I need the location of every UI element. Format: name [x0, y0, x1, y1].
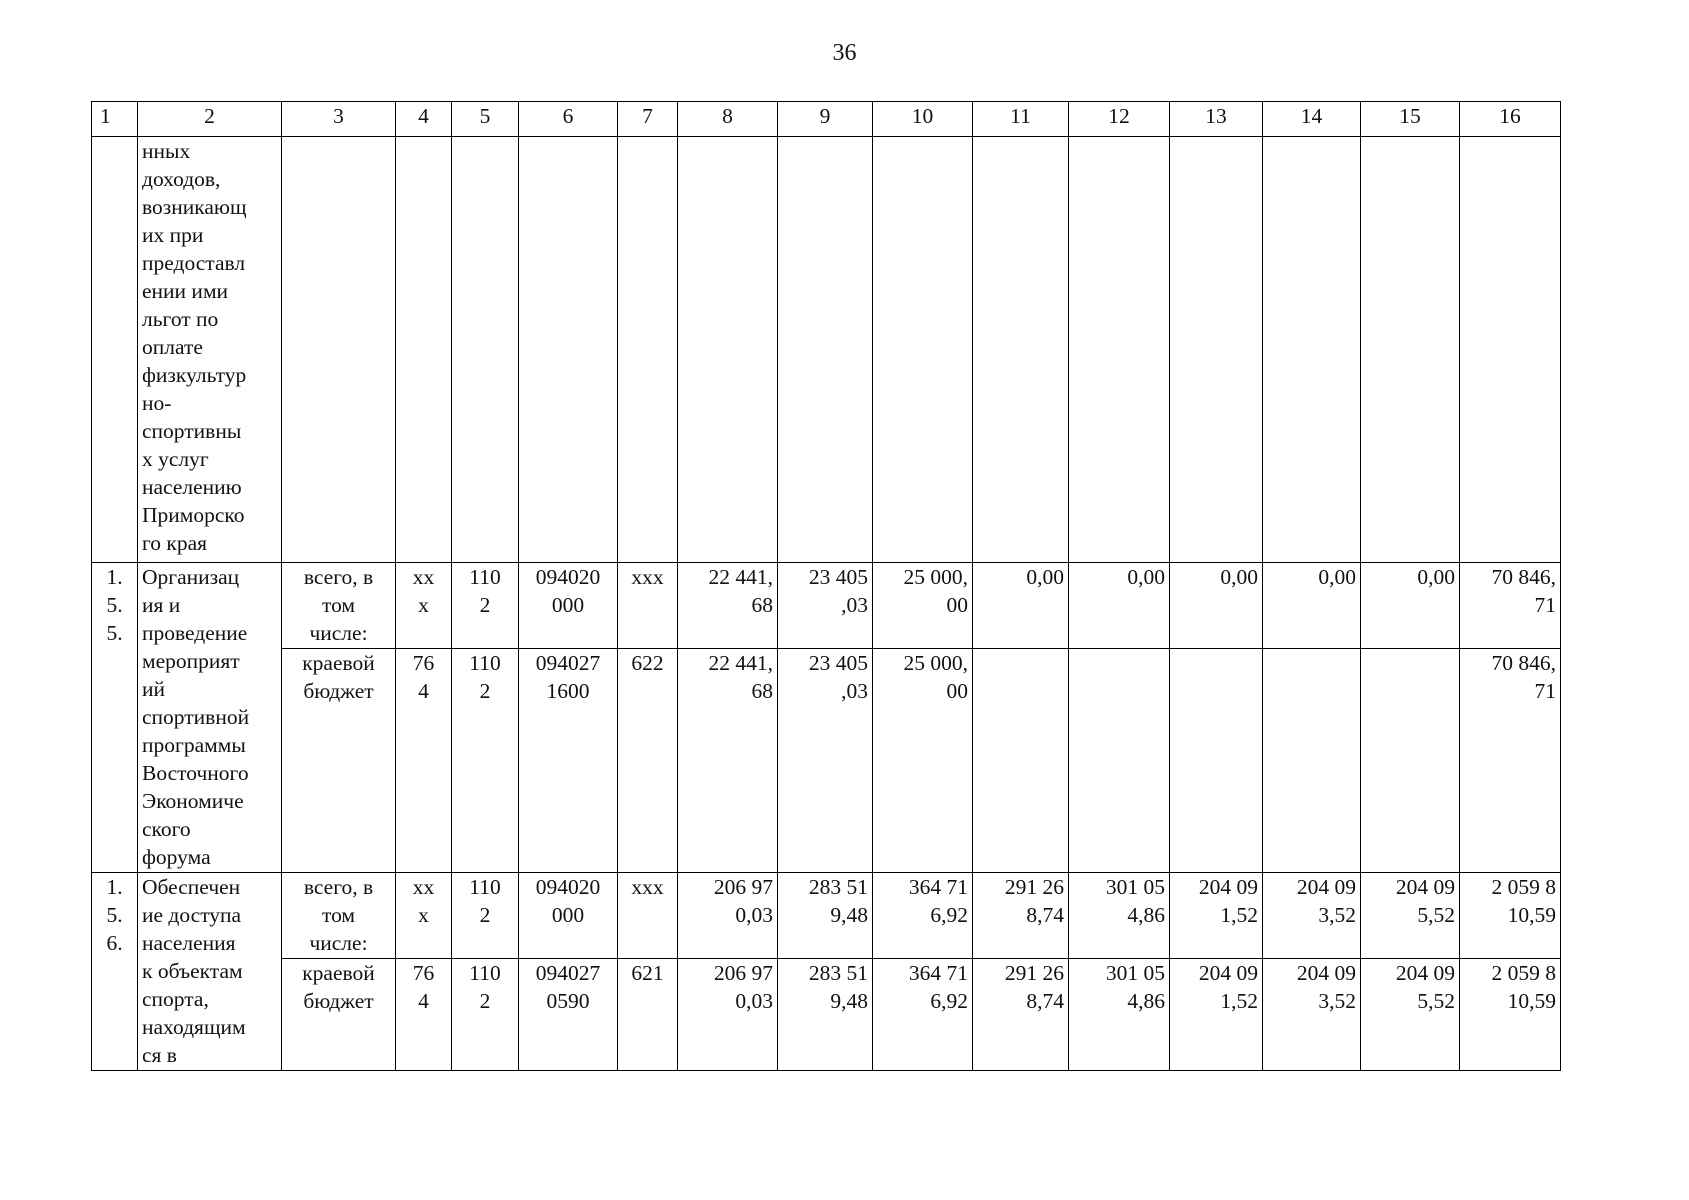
total-amount-cell: 2 059 8 10,59 — [1460, 873, 1561, 959]
code-cell: хх х — [396, 563, 452, 649]
funding-source: всего, в том числе: — [282, 873, 396, 959]
funding-source: краевой бюджет — [282, 649, 396, 873]
amount-cell: 364 71 6,92 — [873, 959, 973, 1071]
amount-cell: 206 97 0,03 — [678, 959, 778, 1071]
column-number: 3 — [282, 102, 396, 137]
code-cell: хх х — [396, 873, 452, 959]
code-cell: 621 — [618, 959, 678, 1071]
column-number: 11 — [973, 102, 1069, 137]
item-1-5-6-total-row — [92, 873, 1561, 959]
amount-cell: 206 97 0,03 — [678, 873, 778, 959]
code-cell: 622 — [618, 649, 678, 873]
column-number: 14 — [1263, 102, 1361, 137]
column-number: 10 — [873, 102, 973, 137]
amount-cell: 204 09 3,52 — [1263, 873, 1361, 959]
item-1-5-5-regional-row — [92, 649, 1561, 873]
amount-cell: 283 51 9,48 — [778, 873, 873, 959]
column-number: 16 — [1460, 102, 1561, 137]
amount-cell: 204 09 3,52 — [1263, 959, 1361, 1071]
continuation-row — [92, 137, 1561, 563]
code-cell: 094020 000 — [519, 873, 618, 959]
item-name-continued: нных доходов, возникающ их при предоставл ении ими льгот по оплате физкультур но- спортивны х услуг населению Приморско го края — [138, 137, 282, 563]
amount-cell: 301 05 4,86 — [1069, 873, 1170, 959]
code-cell: 110 2 — [452, 959, 519, 1071]
empty-cell — [973, 137, 1069, 563]
amount-cell: 291 26 8,74 — [973, 959, 1069, 1071]
code-cell: 76 4 — [396, 649, 452, 873]
amount-cell — [1263, 649, 1361, 873]
amount-cell: 204 09 1,52 — [1170, 959, 1263, 1071]
funding-source: краевой бюджет — [282, 959, 396, 1071]
column-number: 7 — [618, 102, 678, 137]
amount-cell — [1361, 649, 1460, 873]
column-number: 2 — [138, 102, 282, 137]
empty-cell — [282, 137, 396, 563]
amount-cell: 204 09 5,52 — [1361, 873, 1460, 959]
column-number-row — [92, 102, 1561, 137]
empty-cell — [396, 137, 452, 563]
total-amount-cell: 2 059 8 10,59 — [1460, 959, 1561, 1071]
amount-cell — [973, 649, 1069, 873]
item-name: Организац ия и проведение мероприят ий спортивной программы Восточного Экономиче ского форума — [138, 563, 282, 873]
code-cell: 110 2 — [452, 649, 519, 873]
amount-cell: 0,00 — [1263, 563, 1361, 649]
code-cell: 110 2 — [452, 563, 519, 649]
page-number: 36 — [832, 40, 857, 66]
amount-cell: 25 000, 00 — [873, 649, 973, 873]
column-number: 9 — [778, 102, 873, 137]
empty-cell — [1263, 137, 1361, 563]
amount-cell: 23 405 ,03 — [778, 563, 873, 649]
item-1-5-5-total-row — [92, 563, 1561, 649]
amount-cell: 0,00 — [1069, 563, 1170, 649]
empty-cell — [678, 137, 778, 563]
amount-cell: 0,00 — [1361, 563, 1460, 649]
empty-cell — [1361, 137, 1460, 563]
code-cell: ххх — [618, 873, 678, 959]
empty-cell — [873, 137, 973, 563]
amount-cell: 204 09 5,52 — [1361, 959, 1460, 1071]
total-amount-cell: 70 846, 71 — [1460, 563, 1561, 649]
amount-cell: 0,00 — [1170, 563, 1263, 649]
amount-cell — [1170, 649, 1263, 873]
amount-cell: 22 441, 68 — [678, 563, 778, 649]
column-number: 6 — [519, 102, 618, 137]
code-cell: 110 2 — [452, 873, 519, 959]
column-number: 8 — [678, 102, 778, 137]
amount-cell: 23 405 ,03 — [778, 649, 873, 873]
amount-cell: 364 71 6,92 — [873, 873, 973, 959]
code-cell: ххх — [618, 563, 678, 649]
item-1-5-6-regional-row — [92, 959, 1561, 1071]
amount-cell: 283 51 9,48 — [778, 959, 873, 1071]
empty-cell — [519, 137, 618, 563]
empty-cell — [1460, 137, 1561, 563]
column-number: 4 — [396, 102, 452, 137]
empty-cell — [618, 137, 678, 563]
amount-cell — [1069, 649, 1170, 873]
funding-source: всего, в том числе: — [282, 563, 396, 649]
total-amount-cell: 70 846, 71 — [1460, 649, 1561, 873]
budget-table — [91, 101, 1561, 1071]
amount-cell: 301 05 4,86 — [1069, 959, 1170, 1071]
code-cell: 094020 000 — [519, 563, 618, 649]
empty-cell — [452, 137, 519, 563]
item-name: Обеспечен ие доступа населения к объектам спорта, находящим ся в — [138, 873, 282, 1071]
code-cell: 094027 1600 — [519, 649, 618, 873]
amount-cell: 204 09 1,52 — [1170, 873, 1263, 959]
column-number: 15 — [1361, 102, 1460, 137]
amount-cell: 25 000, 00 — [873, 563, 973, 649]
code-cell: 094027 0590 — [519, 959, 618, 1071]
amount-cell: 291 26 8,74 — [973, 873, 1069, 959]
column-number: 12 — [1069, 102, 1170, 137]
empty-cell — [1069, 137, 1170, 563]
item-number: 1. 5. 5. — [92, 563, 138, 873]
column-number: 1 — [92, 102, 138, 137]
amount-cell: 22 441, 68 — [678, 649, 778, 873]
empty-cell — [778, 137, 873, 563]
item-number: 1. 5. 6. — [92, 873, 138, 1071]
column-number: 5 — [452, 102, 519, 137]
column-number: 13 — [1170, 102, 1263, 137]
code-cell: 76 4 — [396, 959, 452, 1071]
amount-cell: 0,00 — [973, 563, 1069, 649]
empty-cell — [1170, 137, 1263, 563]
empty-cell — [92, 137, 138, 563]
